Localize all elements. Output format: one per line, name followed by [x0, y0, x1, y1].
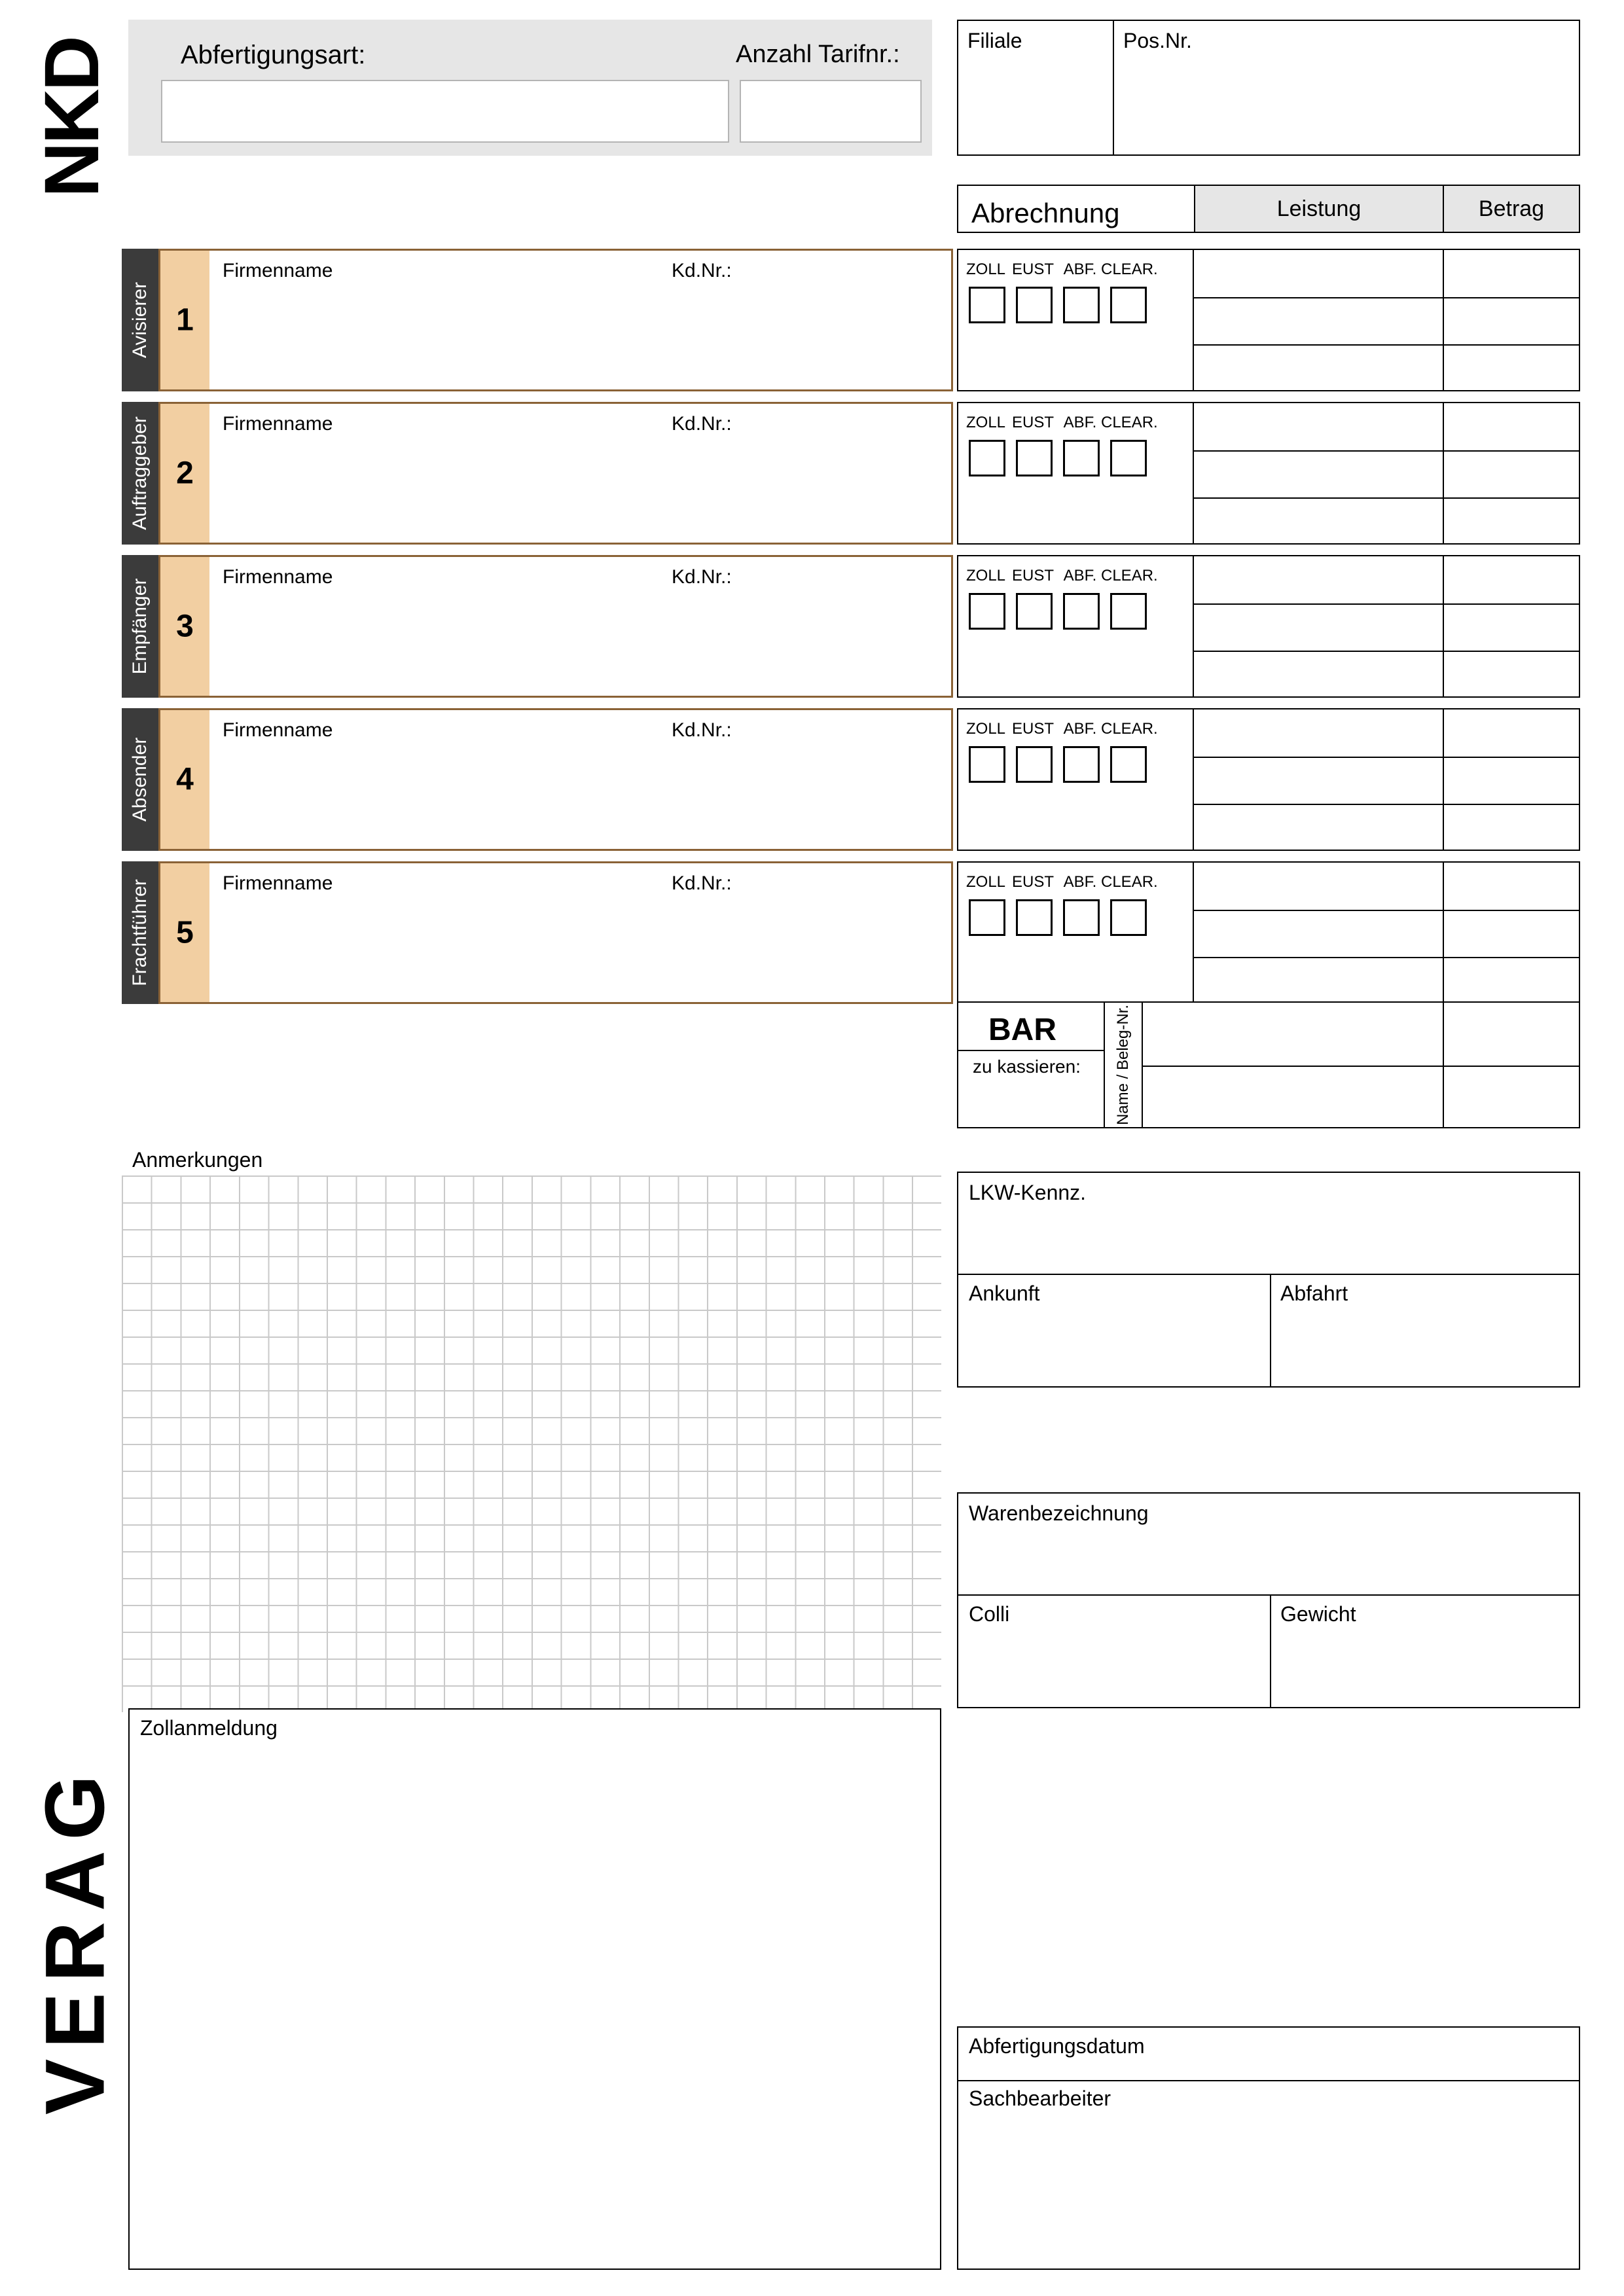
firmenname-label: Firmenname — [223, 260, 333, 281]
party-role-label: Frachtführer — [129, 879, 151, 986]
party-input-field[interactable] — [209, 861, 953, 1004]
grid-line-horizontal — [1194, 603, 1579, 605]
grid-line-horizontal — [1194, 497, 1579, 499]
checkbox-abf[interactable] — [1063, 440, 1100, 476]
party-number: 1 — [176, 302, 194, 338]
firmenname-label: Firmenname — [223, 872, 333, 894]
datum-divider — [958, 2080, 1579, 2081]
checkbox-zoll[interactable] — [969, 746, 1005, 783]
grid-line-horizontal — [1194, 804, 1579, 805]
checkbox-group — [958, 709, 1193, 850]
checkbox-eust[interactable] — [1016, 593, 1053, 630]
kdnr-label: Kd.Nr.: — [672, 260, 732, 281]
filiale-box[interactable] — [957, 20, 1114, 156]
party-role-tab — [122, 555, 158, 698]
checkbox-label-clear: CLEAR. — [1101, 720, 1158, 738]
party-input-field[interactable] — [209, 555, 953, 698]
nkd-logo-text: NKD — [29, 38, 115, 198]
firmenname-label: Firmenname — [223, 566, 333, 588]
grid-line-vertical — [1443, 709, 1444, 850]
checkbox-label-abf: ABF. — [1063, 260, 1097, 278]
checkbox-eust[interactable] — [1016, 287, 1053, 323]
grid-line-horizontal — [1194, 651, 1579, 652]
party-role-tab — [122, 249, 158, 391]
grid-line-horizontal — [1194, 344, 1579, 346]
bar-name-beleg-label: Name / Beleg-Nr. — [1114, 1004, 1132, 1126]
party-number: 5 — [176, 915, 194, 950]
lkw-divider — [958, 1274, 1579, 1275]
bar-horizontal-divider — [1142, 1066, 1579, 1067]
party-role-label: Avisierer — [129, 281, 151, 359]
checkbox-zoll[interactable] — [969, 440, 1005, 476]
leistung-betrag-grid[interactable] — [1193, 556, 1579, 696]
abfertigungsart-input[interactable] — [161, 80, 729, 143]
checkbox-group — [958, 863, 1193, 1003]
anzahl-tarifnr-input[interactable] — [740, 80, 922, 143]
checkbox-label-zoll: ZOLL — [965, 720, 1006, 738]
party-row — [122, 861, 953, 1004]
checkbox-label-abf: ABF. — [1063, 720, 1097, 738]
party-number-cell — [158, 861, 209, 1004]
party-role-tab — [122, 402, 158, 545]
party-row — [122, 249, 953, 391]
leistung-betrag-grid[interactable] — [1193, 709, 1579, 850]
ankunft-label: Ankunft — [969, 1282, 1040, 1305]
checkbox-label-abf: ABF. — [1063, 414, 1097, 431]
checkbox-eust[interactable] — [1016, 746, 1053, 783]
lkw-box[interactable] — [957, 1172, 1580, 1388]
firmenname-label: Firmenname — [223, 719, 333, 741]
bar-box — [957, 1001, 1580, 1128]
checkbox-clear[interactable] — [1110, 899, 1147, 936]
posnr-box[interactable] — [1113, 20, 1580, 156]
abrechnung-row — [957, 402, 1580, 545]
nkd-logo — [26, 13, 118, 223]
party-input-field[interactable] — [209, 249, 953, 391]
party-number: 4 — [176, 762, 194, 797]
checkbox-label-abf: ABF. — [1063, 567, 1097, 584]
checkbox-group — [958, 250, 1193, 390]
checkbox-eust[interactable] — [1016, 440, 1053, 476]
grid-line-horizontal — [1194, 957, 1579, 958]
checkbox-label-zoll: ZOLL — [965, 414, 1006, 431]
party-role-label: Auftraggeber — [129, 416, 151, 530]
gewicht-label: Gewicht — [1280, 1602, 1356, 1626]
anzahl-tarifnr-label: Anzahl Tarifnr.: — [736, 41, 900, 68]
checkbox-label-eust: EUST — [1011, 720, 1054, 738]
abrechnung-title: Abrechnung — [971, 198, 1120, 228]
firmenname-label: Firmenname — [223, 413, 333, 435]
grid-line-vertical — [1443, 863, 1444, 1003]
checkbox-zoll[interactable] — [969, 899, 1005, 936]
abfertigungsart-label: Abfertigungsart: — [181, 41, 366, 69]
lkw-kennz-label: LKW-Kennz. — [969, 1181, 1087, 1204]
bar-vertical-divider-3 — [1443, 1003, 1444, 1127]
party-row — [122, 708, 953, 851]
checkbox-clear[interactable] — [1110, 746, 1147, 783]
grid-line-horizontal — [1194, 297, 1579, 298]
kdnr-label: Kd.Nr.: — [672, 566, 732, 588]
party-role-label: Absender — [129, 737, 151, 822]
checkbox-zoll[interactable] — [969, 593, 1005, 630]
grid-line-vertical — [1443, 403, 1444, 543]
party-number-cell — [158, 249, 209, 391]
filiale-label: Filiale — [967, 29, 1022, 52]
grid-line-horizontal — [1194, 450, 1579, 452]
abfahrt-label: Abfahrt — [1280, 1282, 1348, 1305]
checkbox-label-clear: CLEAR. — [1101, 873, 1158, 891]
checkbox-group — [958, 403, 1193, 543]
checkbox-abf[interactable] — [1063, 593, 1100, 630]
zollanmeldung-label: Zollanmeldung — [140, 1716, 278, 1740]
kdnr-label: Kd.Nr.: — [672, 719, 732, 741]
checkbox-label-abf: ABF. — [1063, 873, 1097, 891]
party-role-tab — [122, 861, 158, 1004]
grid-line-vertical — [1443, 250, 1444, 390]
warenbezeichnung-box[interactable] — [957, 1492, 1580, 1708]
checkbox-label-zoll: ZOLL — [965, 260, 1006, 278]
checkbox-label-eust: EUST — [1011, 873, 1054, 891]
party-number: 3 — [176, 609, 194, 644]
bar-divider — [958, 1050, 1104, 1051]
waren-vertical-divider — [1270, 1594, 1271, 1707]
lkw-vertical-divider — [1270, 1274, 1271, 1386]
kdnr-label: Kd.Nr.: — [672, 872, 732, 894]
party-row — [122, 555, 953, 698]
abrechnung-row — [957, 708, 1580, 851]
party-number-cell — [158, 402, 209, 545]
waren-divider — [958, 1594, 1579, 1596]
party-number-cell — [158, 555, 209, 698]
party-input-field[interactable] — [209, 402, 953, 545]
checkbox-eust[interactable] — [1016, 899, 1053, 936]
checkbox-label-clear: CLEAR. — [1101, 414, 1158, 431]
abrechnung-row — [957, 555, 1580, 698]
column-header-betrag: Betrag — [1443, 186, 1579, 232]
kdnr-label: Kd.Nr.: — [672, 413, 732, 435]
warenbezeichnung-label: Warenbezeichnung — [969, 1501, 1149, 1525]
checkbox-label-zoll: ZOLL — [965, 873, 1006, 891]
party-role-tab — [122, 708, 158, 851]
grid-line-vertical — [1443, 556, 1444, 696]
checkbox-label-zoll: ZOLL — [965, 567, 1006, 584]
party-row — [122, 402, 953, 545]
leistung-betrag-grid[interactable] — [1193, 403, 1579, 543]
colli-label: Colli — [969, 1602, 1010, 1626]
checkbox-label-clear: CLEAR. — [1101, 567, 1158, 584]
grid-line-horizontal — [1194, 757, 1579, 758]
zollanmeldung-box[interactable] — [128, 1708, 941, 2270]
checkbox-abf[interactable] — [1063, 287, 1100, 323]
checkbox-abf[interactable] — [1063, 746, 1100, 783]
party-input-field[interactable] — [209, 708, 953, 851]
checkbox-label-clear: CLEAR. — [1101, 260, 1158, 278]
abfertigungsdatum-box[interactable] — [957, 2026, 1580, 2270]
bar-vertical-divider-2 — [1142, 1003, 1143, 1127]
checkbox-zoll[interactable] — [969, 287, 1005, 323]
checkbox-label-eust: EUST — [1011, 260, 1054, 278]
verag-logo-text: VERAG — [28, 1764, 122, 2115]
anmerkungen-label: Anmerkungen — [132, 1148, 263, 1172]
leistung-betrag-grid[interactable] — [1193, 250, 1579, 390]
verag-logo — [7, 1676, 144, 2173]
checkbox-group — [958, 556, 1193, 696]
column-header-leistung: Leistung — [1194, 186, 1443, 232]
party-number: 2 — [176, 456, 194, 491]
bar-subtitle: zu kassieren: — [973, 1056, 1081, 1077]
sachbearbeiter-label: Sachbearbeiter — [969, 2087, 1111, 2110]
posnr-label: Pos.Nr. — [1123, 29, 1192, 52]
party-number-cell — [158, 708, 209, 851]
checkbox-clear[interactable] — [1110, 440, 1147, 476]
leistung-betrag-grid[interactable] — [1193, 863, 1579, 1003]
bar-name-beleg-column — [1105, 1003, 1142, 1127]
abrechnung-row — [957, 249, 1580, 391]
checkbox-clear[interactable] — [1110, 593, 1147, 630]
party-role-label: Empfänger — [129, 578, 151, 675]
abrechnung-header — [957, 185, 1580, 233]
abfertigungsdatum-label: Abfertigungsdatum — [969, 2034, 1145, 2058]
bar-title: BAR — [988, 1013, 1056, 1047]
abrechnung-row — [957, 861, 1580, 1004]
checkbox-label-eust: EUST — [1011, 567, 1054, 584]
anmerkungen-grid[interactable] — [122, 1175, 941, 1712]
checkbox-clear[interactable] — [1110, 287, 1147, 323]
grid-line-horizontal — [1194, 910, 1579, 911]
checkbox-label-eust: EUST — [1011, 414, 1054, 431]
checkbox-abf[interactable] — [1063, 899, 1100, 936]
